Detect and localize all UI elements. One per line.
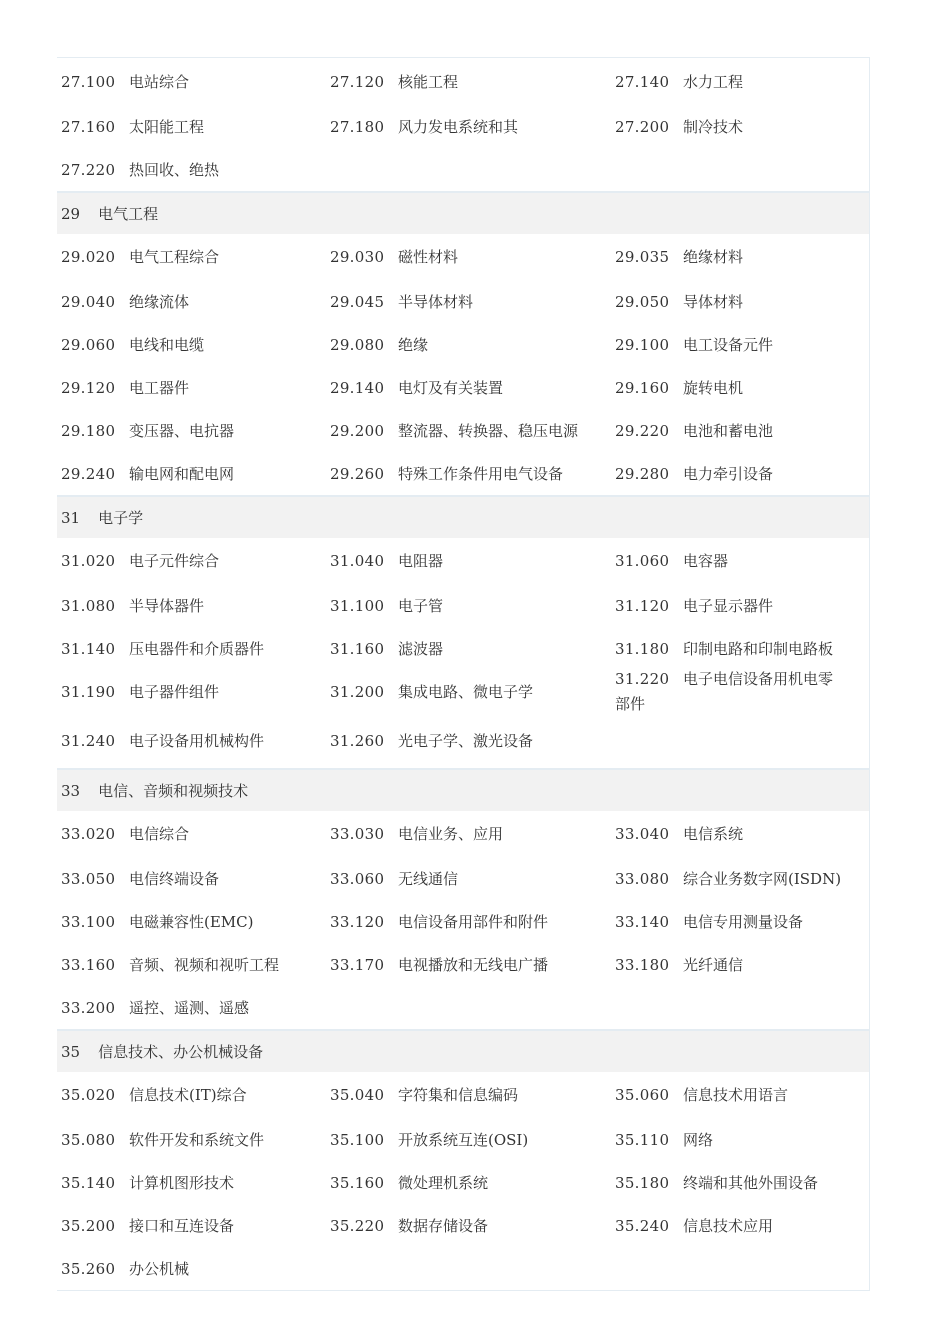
class-label: 集成电路、微电子学 bbox=[398, 682, 534, 701]
class-label: 无线通信 bbox=[398, 869, 459, 888]
table-cell bbox=[330, 729, 615, 753]
class-code: 29.040 bbox=[61, 292, 116, 311]
section-code: 35 bbox=[61, 1042, 81, 1061]
table-cell bbox=[330, 376, 615, 400]
table-row bbox=[57, 713, 869, 768]
classification-table bbox=[57, 57, 870, 1291]
class-code: 35.040 bbox=[330, 1086, 385, 1104]
class-code: 27.100 bbox=[61, 72, 116, 91]
class-label: 数据存储设备 bbox=[398, 1216, 489, 1235]
class-label: 输电网和配电网 bbox=[129, 464, 235, 483]
class-code: 31.120 bbox=[615, 596, 670, 615]
table-cell bbox=[57, 1128, 330, 1152]
table-row bbox=[57, 670, 869, 713]
class-label: 压电器件和介质器件 bbox=[129, 639, 265, 658]
class-code: 29.045 bbox=[330, 292, 385, 311]
class-label: 电信终端设备 bbox=[129, 869, 220, 888]
class-label: 电信综合 bbox=[129, 825, 190, 843]
section-header bbox=[57, 770, 869, 811]
class-code: 31.260 bbox=[330, 731, 385, 750]
class-label: 光电子学、激光设备 bbox=[398, 731, 534, 750]
class-code: 31.240 bbox=[61, 731, 116, 750]
table-cell bbox=[57, 1083, 330, 1107]
class-label: 水力工程 bbox=[683, 72, 744, 91]
class-label: 电信设备用部件和附件 bbox=[398, 912, 549, 931]
table-cell bbox=[330, 70, 615, 94]
class-code: 35.200 bbox=[61, 1216, 116, 1235]
class-code: 27.220 bbox=[61, 160, 116, 179]
class-label: 电阻器 bbox=[398, 552, 444, 570]
class-code: 31.020 bbox=[61, 552, 116, 570]
class-code: 31.200 bbox=[330, 682, 385, 701]
class-label: 电磁兼容性(EMC) bbox=[129, 912, 254, 931]
table-cell bbox=[57, 1171, 330, 1195]
class-code: 35.060 bbox=[615, 1086, 670, 1104]
section-title: 电信、音频和视频技术 bbox=[98, 782, 249, 800]
table-row bbox=[57, 1161, 869, 1204]
class-code: 29.240 bbox=[61, 464, 116, 483]
table-cell bbox=[330, 290, 615, 314]
class-label: 电子显示器件 bbox=[683, 596, 774, 615]
class-label: 电工设备元件 bbox=[683, 335, 774, 354]
class-label: 印制电路和印制电路板 bbox=[683, 639, 834, 658]
table-cell bbox=[57, 115, 330, 139]
class-code: 35.180 bbox=[615, 1173, 670, 1192]
class-code: 29.160 bbox=[615, 378, 670, 397]
table-row bbox=[57, 58, 869, 105]
table-row bbox=[57, 105, 869, 148]
class-label: 绝缘材料 bbox=[683, 248, 744, 266]
table-cell bbox=[330, 680, 615, 704]
table-row bbox=[57, 538, 869, 584]
section-header bbox=[57, 1031, 869, 1072]
table-row bbox=[57, 811, 869, 857]
table-cell bbox=[57, 376, 330, 400]
section-header bbox=[57, 193, 869, 234]
table-cell bbox=[615, 1128, 863, 1152]
class-code: 27.140 bbox=[615, 72, 670, 91]
class-label: 光纤通信 bbox=[683, 955, 744, 974]
table-cell bbox=[57, 333, 330, 357]
class-label: 制冷技术 bbox=[683, 117, 744, 136]
class-code: 33.060 bbox=[330, 869, 385, 888]
class-label: 电子电信设备用机电零 bbox=[683, 669, 834, 688]
class-label: 音频、视频和视听工程 bbox=[129, 955, 280, 974]
class-code: 29.080 bbox=[330, 335, 385, 354]
class-label: 滤波器 bbox=[398, 639, 444, 658]
class-label: 特殊工作条件用电气设备 bbox=[398, 464, 564, 483]
class-label: 电灯及有关装置 bbox=[398, 378, 504, 397]
class-label: 半导体器件 bbox=[129, 596, 205, 615]
class-label: 绝缘 bbox=[398, 335, 429, 354]
table-row bbox=[57, 1204, 869, 1247]
class-code: 33.080 bbox=[615, 869, 670, 888]
class-code: 29.220 bbox=[615, 421, 670, 440]
table-cell bbox=[615, 376, 863, 400]
table-cell bbox=[615, 867, 863, 891]
class-label: 计算机图形技术 bbox=[129, 1173, 235, 1192]
table-cell bbox=[615, 462, 863, 486]
class-code: 29.260 bbox=[330, 464, 385, 483]
table-cell bbox=[57, 462, 330, 486]
class-label: 电子器件组件 bbox=[129, 682, 220, 701]
section-title: 电气工程 bbox=[98, 205, 159, 223]
class-label: 遥控、遥测、遥感 bbox=[129, 998, 250, 1017]
class-label: 电池和蓄电池 bbox=[683, 421, 774, 440]
class-code: 31.040 bbox=[330, 552, 385, 570]
table-cell bbox=[330, 462, 615, 486]
table-cell bbox=[615, 115, 863, 139]
class-code: 29.120 bbox=[61, 378, 116, 397]
table-cell bbox=[615, 70, 863, 94]
table-cell bbox=[330, 910, 615, 934]
class-label: 风力发电系统和其 bbox=[398, 117, 519, 136]
table-cell bbox=[330, 333, 615, 357]
class-code: 33.020 bbox=[61, 825, 116, 843]
class-label: 综合业务数字网(ISDN) bbox=[683, 869, 842, 888]
class-label: 旋转电机 bbox=[683, 378, 744, 397]
class-label: 电信业务、应用 bbox=[398, 825, 504, 843]
class-code: 31.160 bbox=[330, 639, 385, 658]
table-cell bbox=[330, 822, 615, 846]
class-code: 31.190 bbox=[61, 682, 116, 701]
table-cell bbox=[330, 419, 615, 443]
class-code: 31.220 bbox=[615, 669, 670, 688]
table-cell bbox=[57, 996, 330, 1020]
table-cell bbox=[615, 594, 863, 618]
class-code: 27.180 bbox=[330, 117, 385, 136]
section-header bbox=[57, 497, 869, 538]
class-code: 33.030 bbox=[330, 825, 385, 843]
table-cell bbox=[57, 1214, 330, 1238]
class-label: 电线和电缆 bbox=[129, 335, 205, 354]
class-code: 31.080 bbox=[61, 596, 116, 615]
class-label: 接口和互连设备 bbox=[129, 1216, 235, 1235]
table-cell bbox=[57, 594, 330, 618]
class-label: 微处理机系统 bbox=[398, 1173, 489, 1192]
table-cell bbox=[57, 637, 330, 661]
class-label: 绝缘流体 bbox=[129, 292, 190, 311]
table-cell bbox=[615, 245, 863, 269]
class-label: 网络 bbox=[683, 1130, 714, 1149]
table-row bbox=[57, 1247, 869, 1290]
table-cell bbox=[57, 953, 330, 977]
class-code: 35.240 bbox=[615, 1216, 670, 1235]
class-label: 半导体材料 bbox=[398, 292, 474, 311]
table-cell bbox=[330, 637, 615, 661]
class-code: 35.260 bbox=[61, 1259, 116, 1278]
class-label: 导体材料 bbox=[683, 292, 744, 311]
table-row bbox=[57, 323, 869, 366]
class-label: 核能工程 bbox=[398, 72, 459, 91]
class-label: 电信专用测量设备 bbox=[683, 912, 804, 931]
class-code: 33.120 bbox=[330, 912, 385, 931]
class-code: 29.280 bbox=[615, 464, 670, 483]
table-cell bbox=[330, 953, 615, 977]
class-label: 电子元件综合 bbox=[129, 552, 220, 570]
table-cell bbox=[330, 115, 615, 139]
section-code: 33 bbox=[61, 781, 81, 800]
class-label: 字符集和信息编码 bbox=[398, 1086, 519, 1104]
class-code: 35.080 bbox=[61, 1130, 116, 1149]
class-code: 33.180 bbox=[615, 955, 670, 974]
class-code: 35.100 bbox=[330, 1130, 385, 1149]
class-label: 变压器、电抗器 bbox=[129, 421, 235, 440]
class-code: 31.100 bbox=[330, 596, 385, 615]
class-label: 磁性材料 bbox=[398, 248, 459, 266]
class-code: 31.140 bbox=[61, 639, 116, 658]
table-cell bbox=[615, 822, 863, 846]
class-code: 29.060 bbox=[61, 335, 116, 354]
table-cell bbox=[330, 245, 615, 269]
table-cell bbox=[57, 1257, 330, 1281]
table-row bbox=[57, 627, 869, 670]
class-label: 信息技术(IT)综合 bbox=[129, 1086, 247, 1104]
class-code: 29.020 bbox=[61, 248, 116, 266]
table-cell bbox=[57, 290, 330, 314]
section-title: 信息技术、办公机械设备 bbox=[98, 1043, 264, 1061]
class-code: 29.050 bbox=[615, 292, 670, 311]
class-label: 电子管 bbox=[398, 596, 444, 615]
class-code: 33.100 bbox=[61, 912, 116, 931]
table-cell bbox=[57, 245, 330, 269]
class-code: 29.140 bbox=[330, 378, 385, 397]
table-cell bbox=[330, 867, 615, 891]
class-code: 33.040 bbox=[615, 825, 670, 843]
class-code: 33.200 bbox=[61, 998, 116, 1017]
class-code: 33.160 bbox=[61, 955, 116, 974]
class-code: 35.020 bbox=[61, 1086, 116, 1104]
class-label: 电工器件 bbox=[129, 378, 190, 397]
class-code: 35.140 bbox=[61, 1173, 116, 1192]
table-cell bbox=[57, 729, 330, 753]
table-row bbox=[57, 148, 869, 191]
table-row bbox=[57, 409, 869, 452]
section-code: 31 bbox=[61, 508, 81, 527]
class-label: 太阳能工程 bbox=[129, 117, 205, 136]
class-code: 29.200 bbox=[330, 421, 385, 440]
table-cell bbox=[57, 419, 330, 443]
class-label: 开放系统互连(OSI) bbox=[398, 1130, 529, 1149]
table-cell bbox=[615, 290, 863, 314]
table-cell bbox=[57, 910, 330, 934]
table-cell bbox=[615, 667, 863, 717]
table-cell bbox=[615, 1214, 863, 1238]
class-code: 35.160 bbox=[330, 1173, 385, 1192]
table-row bbox=[57, 1072, 869, 1118]
class-code: 27.200 bbox=[615, 117, 670, 136]
table-cell bbox=[57, 822, 330, 846]
table-row bbox=[57, 584, 869, 627]
table-cell bbox=[330, 1083, 615, 1107]
class-label: 电站综合 bbox=[129, 72, 190, 91]
table-cell bbox=[330, 549, 615, 573]
class-code: 29.030 bbox=[330, 248, 385, 266]
table-row bbox=[57, 366, 869, 409]
class-code: 35.220 bbox=[330, 1216, 385, 1235]
table-cell bbox=[57, 549, 330, 573]
table-cell bbox=[57, 680, 330, 704]
class-label: 软件开发和系统文件 bbox=[129, 1130, 265, 1149]
table-row bbox=[57, 452, 869, 495]
table-row bbox=[57, 234, 869, 280]
class-code: 27.120 bbox=[330, 72, 385, 91]
class-code: 33.050 bbox=[61, 869, 116, 888]
table-row bbox=[57, 986, 869, 1029]
class-label: 电力牵引设备 bbox=[683, 464, 774, 483]
table-cell bbox=[330, 1171, 615, 1195]
class-label: 电容器 bbox=[683, 552, 729, 570]
class-label: 整流器、转换器、稳压电源 bbox=[398, 421, 579, 440]
class-label: 电气工程综合 bbox=[129, 248, 220, 266]
table-cell bbox=[615, 1083, 863, 1107]
class-code: 33.170 bbox=[330, 955, 385, 974]
class-code: 29.035 bbox=[615, 248, 670, 266]
table-cell bbox=[330, 1128, 615, 1152]
table-cell bbox=[57, 867, 330, 891]
table-row bbox=[57, 280, 869, 323]
table-cell bbox=[57, 70, 330, 94]
class-label: 办公机械 bbox=[129, 1259, 190, 1278]
table-cell bbox=[615, 549, 863, 573]
table-row bbox=[57, 943, 869, 986]
class-code: 29.180 bbox=[61, 421, 116, 440]
class-label: 终端和其他外围设备 bbox=[683, 1173, 819, 1192]
table-cell bbox=[615, 910, 863, 934]
table-row bbox=[57, 900, 869, 943]
class-code: 33.140 bbox=[615, 912, 670, 931]
table-cell bbox=[615, 1171, 863, 1195]
class-label: 信息技术应用 bbox=[683, 1216, 774, 1235]
class-label: 电信系统 bbox=[683, 825, 744, 843]
class-code: 27.160 bbox=[61, 117, 116, 136]
table-cell bbox=[615, 333, 863, 357]
class-code: 35.110 bbox=[615, 1130, 670, 1149]
class-code: 31.180 bbox=[615, 639, 670, 658]
class-label: 电视播放和无线电广播 bbox=[398, 955, 549, 974]
section-code: 29 bbox=[61, 204, 81, 223]
table-cell bbox=[615, 419, 863, 443]
class-label: 电子设备用机械构件 bbox=[129, 731, 265, 750]
class-code: 31.060 bbox=[615, 552, 670, 570]
class-label: 信息技术用语言 bbox=[683, 1086, 789, 1104]
table-row bbox=[57, 1118, 869, 1161]
table-cell bbox=[330, 594, 615, 618]
class-label: 热回收、绝热 bbox=[129, 160, 220, 179]
table-row bbox=[57, 857, 869, 900]
table-cell bbox=[615, 637, 863, 661]
class-label-continued: 部件 bbox=[615, 694, 646, 713]
class-code: 29.100 bbox=[615, 335, 670, 354]
section-title: 电子学 bbox=[98, 509, 144, 527]
table-cell bbox=[57, 158, 330, 182]
table-cell bbox=[615, 953, 863, 977]
table-cell bbox=[330, 1214, 615, 1238]
